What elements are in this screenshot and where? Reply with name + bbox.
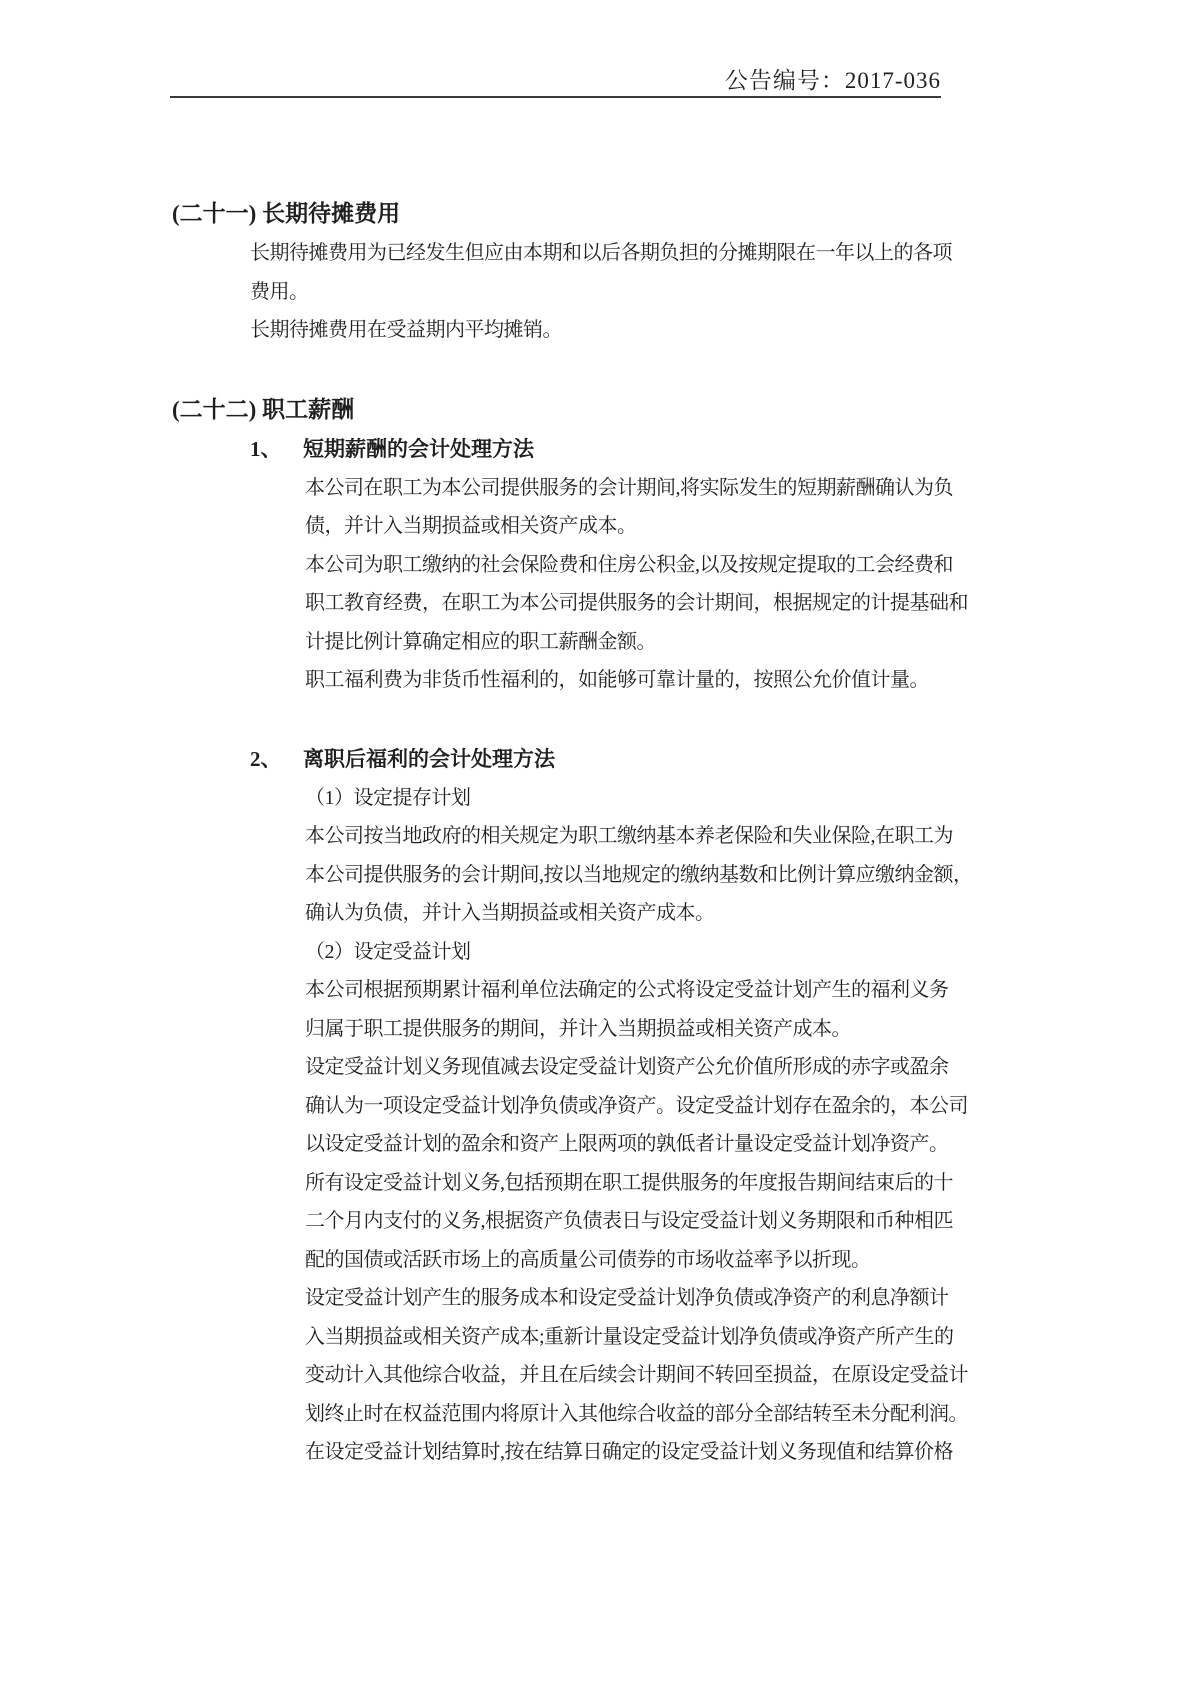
text-line: 以设定受益计划的盈余和资产上限两项的孰低者计量设定受益计划净资产。: [305, 1133, 949, 1155]
text-line: 本公司按当地政府的相关规定为职工缴纳基本养老保险和失业保险,在职工为: [305, 825, 953, 847]
text-line: （2）设定受益计划: [305, 940, 471, 963]
text-line: 确认为负债，并计入当期损益或相关资产成本。: [305, 902, 715, 924]
text-line: 债，并计入当期损益或相关资产成本。: [305, 515, 637, 537]
text-line: （1）设定提存计划: [305, 786, 471, 809]
numbered-heading: [250, 740, 1032, 779]
paragraph: [250, 234, 1032, 311]
header-divider: [170, 96, 941, 98]
paragraph: [305, 817, 1032, 933]
text-line: 费用。: [250, 280, 309, 303]
item-title: 短期薪酬的会计处理方法: [303, 436, 534, 461]
text-line: 长期待摊费用为已经发生但应由本期和以后各期负担的分摊期限在一年以上的各项: [250, 242, 952, 264]
paragraph: [305, 779, 1032, 818]
section-heading: (二十一) 长期待摊费用: [172, 201, 401, 226]
text-line: 归属于职工提供服务的期间，并计入当期损益或相关资产成本。: [305, 1017, 851, 1040]
text-line: 配的国债或活跃市场上的高质量公司债券的市场收益率予以折现。: [305, 1248, 871, 1271]
text-line: 计提比例计算确定相应的职工薪酬金额。: [305, 630, 656, 653]
text-line: 设定受益计划义务现值减去设定受益计划资产公允价值所形成的赤字或盈余: [305, 1056, 949, 1078]
text-line: 本公司根据预期累计福利单位法确定的公式将设定受益计划产生的福利义务: [305, 979, 949, 1001]
paragraph: [305, 971, 1032, 1048]
text-line: 在设定受益计划结算时,按在结算日确定的设定受益计划义务现值和结算价格: [305, 1441, 953, 1463]
paragraph: [305, 1164, 1032, 1280]
text-line: 入当期损益或相关资产成本;重新计量设定受益计划净负债或净资产所产生的: [305, 1325, 954, 1348]
paragraph: [305, 546, 1032, 662]
section-heading: (二十二) 职工薪酬: [172, 396, 355, 422]
announcement-number: 公告编号：2017-036: [724, 68, 941, 93]
numbered-heading: [250, 430, 1032, 469]
text-line: 长期待摊费用在受益期内平均摊销。: [250, 319, 562, 341]
text-line: 本公司在职工为本公司提供服务的会计期间,将实际发生的短期薪酬确认为负: [305, 476, 953, 499]
text-line: 职工福利费为非货币性福利的，如能够可靠计量的，按照公允价值计量。: [305, 669, 929, 691]
page-header: [725, 62, 941, 95]
text-line: 本公司为职工缴纳的社会保险费和住房公积金,以及按规定提取的工会经费和: [305, 553, 953, 576]
text-line: 二个月内支付的义务,根据资产负债表日与设定受益计划义务期限和币种相匹: [305, 1210, 953, 1232]
text-line: 变动计入其他综合收益，并且在后续会计期间不转回至损益，在原设定受益计: [305, 1364, 968, 1386]
text-line: 划终止时在权益范围内将原计入其他综合收益的部分全部结转至未分配利润。: [305, 1402, 968, 1425]
document-body: [172, 194, 1032, 1472]
paragraph: [305, 1048, 1032, 1164]
paragraph: [305, 661, 1032, 700]
item-title: 离职后福利的会计处理方法: [303, 746, 555, 771]
text-line: 确认为一项设定受益计划净负债或净资产。设定受益计划存在盈余的，本公司: [305, 1094, 968, 1117]
paragraph: [250, 311, 1032, 350]
paragraph: [305, 469, 1032, 546]
text-line: 设定受益计划产生的服务成本和设定受益计划净负债或净资产的利息净额计: [305, 1287, 949, 1309]
paragraph: [305, 1279, 1032, 1472]
paragraph: [305, 933, 1032, 972]
text-line: 职工教育经费，在职工为本公司提供服务的会计期间，根据规定的计提基础和: [305, 592, 968, 614]
item-number: 1、: [250, 436, 282, 461]
text-line: 所有设定受益计划义务,包括预期在职工提供服务的年度报告期间结束后的十: [305, 1171, 953, 1194]
item-number: 2、: [250, 746, 282, 771]
text-line: 本公司提供服务的会计期间,按以当地规定的缴纳基数和比例计算应缴纳金额，: [305, 863, 973, 886]
